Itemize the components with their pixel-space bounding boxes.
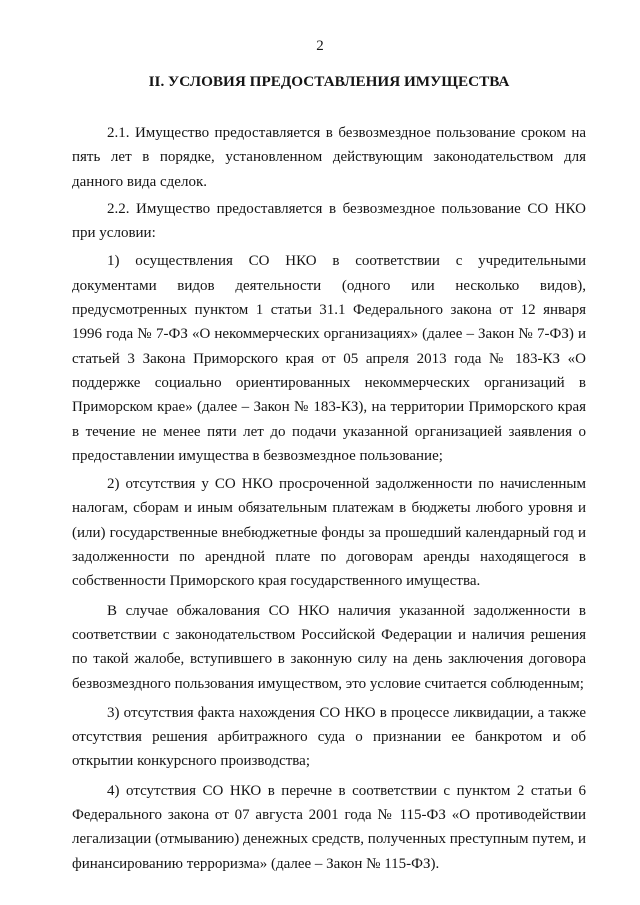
condition-1-paragraph: 1) осуществления СО НКО в соответствии с учредительными документами видов деятельности (одного или несколько видов), предусмотренных пунктом 1 статьи 31.1 Федерального закона от 12 января 1996 года № 7-ФЗ «О некоммерческих организациях» (далее – Закон № 7-ФЗ) и статьей 3 Закона Приморского края от 05 апреля 2013 года № 183-КЗ «О поддержке социально ориентированных некоммерческих организаций в Приморском крае» (далее – Закон № 183-КЗ), на территории Приморского края в течение не менее пяти лет до подачи указанной организацией заявления о предоставлении имущества в безвозмездное пользование; <box>72 253 586 464</box>
paragraph-2-1: 2.1. Имущество предоставляется в безвозмездное пользование сроком на пять лет в порядке, установленном действующим законодательством для данного вида сделок. <box>72 125 586 190</box>
section-heading: II. УСЛОВИЯ ПРЕДОСТАВЛЕНИЯ ИМУЩЕСТВА <box>148 73 510 90</box>
page-number: 2 <box>316 38 324 54</box>
condition-2-paragraph: 2) отсутствия у СО НКО просроченной задолженности по начисленным налогам, сборам и иным обязательным платежам в бюджеты любого уровня и (или) государственные внебюджетные фонды за прошедший календарный год и задолженности по арендной плате по договорам аренды находящегося в собственности Приморского края государственного имущества. <box>72 476 586 590</box>
condition-3-paragraph: 3) отсутствия факта нахождения СО НКО в процессе ликвидации, а также отсутствия решения арбитражного суда о признании ее банкротом и об открытии конкурсного производства; <box>72 704 586 770</box>
appeal-case-paragraph: В случае обжалования СО НКО наличия указанной задолженности в соответствии с законодательством Российской Федерации и наличия решения по такой жалобе, вступившего в законную силу на день заключения договора безвозмездного пользования имуществом, это условие считается соблюденным; <box>72 602 586 692</box>
paragraph-2-2: 2.2. Имущество предоставляется в безвозмездное пользование СО НКО при условии: <box>72 200 586 242</box>
condition-4-paragraph: 4) отсутствия СО НКО в перечне в соответствии с пунктом 2 статьи 6 Федерального закона от 07 августа 2001 года № 115-ФЗ «О противодействии легализации (отмыванию) денежных средств, полученных преступным путем, и финансированию терроризма» (далее – Закон № 115-ФЗ). <box>72 782 586 872</box>
section-body <box>72 121 586 880</box>
